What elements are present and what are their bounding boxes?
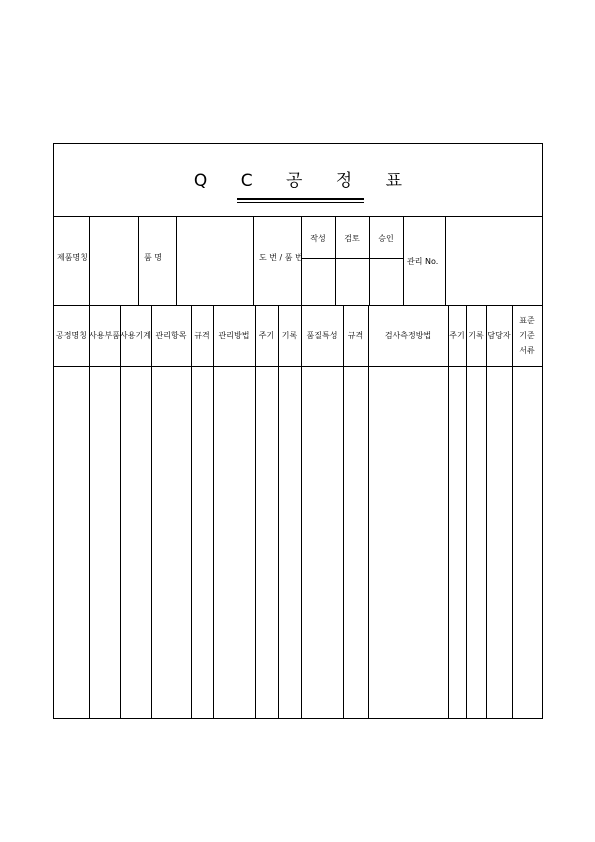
divider [335,216,336,305]
column-divider [466,305,467,718]
column-header: 관리방법 [213,305,255,367]
column-divider [368,305,369,718]
column-divider [151,305,152,718]
standards-line: 표준 [519,316,535,325]
column-header: 기록 [278,305,301,367]
title-underline-thin [237,202,364,203]
approval-written-label: 작성 [310,234,326,243]
column-divider [448,305,449,718]
column-header: 주기 [255,305,278,367]
column-divider [120,305,121,718]
divider [369,216,370,305]
part-number-label: 도 번 / 품 번 [259,253,303,262]
column-header: 품질특성 [301,305,343,367]
approval-reviewed-label: 검토 [344,234,360,243]
divider [176,216,177,305]
document-title: Q C 공 정 표 [193,171,417,191]
column-divider [343,305,344,718]
column-divider [89,305,90,718]
divider [89,216,90,305]
column-divider [301,305,302,718]
column-divider [512,305,513,718]
column-header: 관리항목 [151,305,191,367]
column-header-standards [512,305,542,367]
qc-process-chart-form [53,143,543,719]
header-info-block [54,216,542,306]
column-divider [278,305,279,718]
divider [445,216,446,305]
product-name-label: 제품명칭 [57,253,88,262]
standards-line: 기준 [519,331,535,340]
column-header: 사용기계 [120,305,151,367]
divider [403,216,404,305]
column-header: 검사측정방법 [368,305,448,367]
column-header: 공정명칭 [54,305,89,367]
title-area [54,144,542,217]
column-divider [191,305,192,718]
column-header: 규격 [343,305,368,367]
control-number-label: 관리 No. [407,257,439,266]
title-underline [237,198,364,200]
column-divider [255,305,256,718]
column-header: 담당자 [486,305,512,367]
column-header: 주기 [448,305,466,367]
column-header: 규격 [191,305,213,367]
item-name-label: 품 명 [144,253,162,262]
column-header: 사용부품 [89,305,120,367]
process-table [54,305,542,718]
column-header: 기록 [466,305,486,367]
standards-line: 서류 [519,346,535,355]
column-divider [486,305,487,718]
divider [253,216,254,305]
column-divider [213,305,214,718]
approval-divider [301,258,403,259]
divider [138,216,139,305]
approval-approved-label: 승인 [378,234,394,243]
